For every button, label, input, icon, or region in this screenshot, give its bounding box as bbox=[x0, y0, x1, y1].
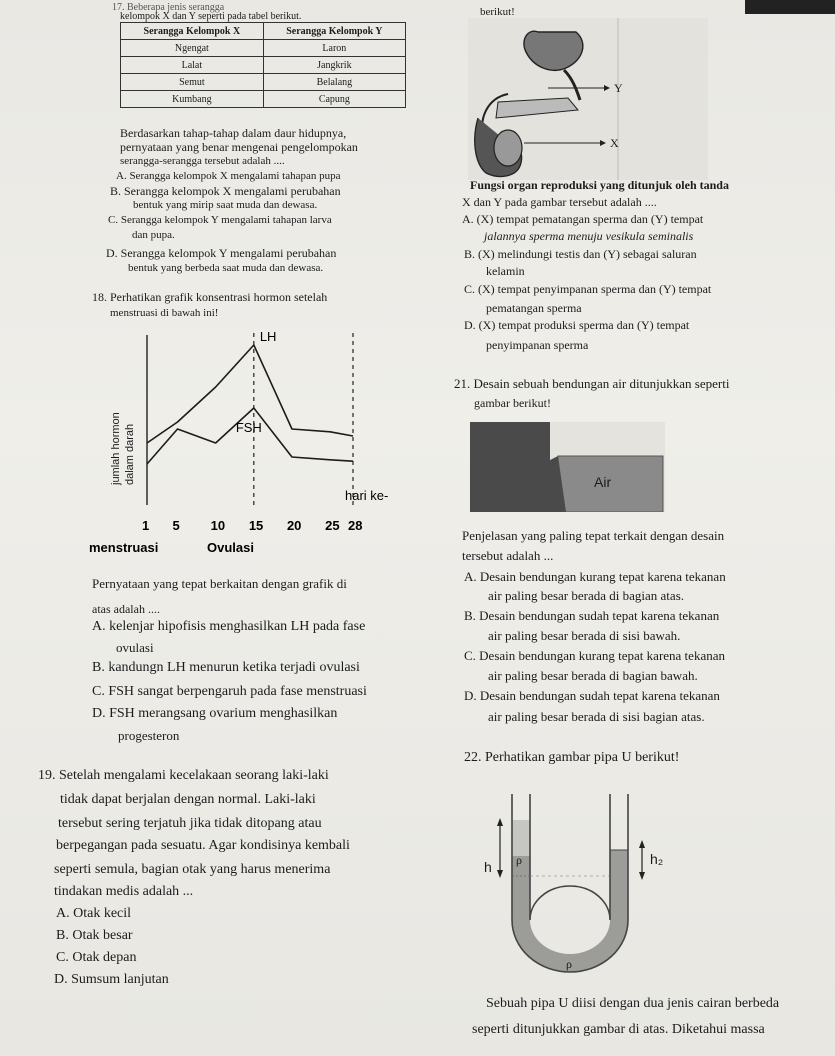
q17-option-c-line1[interactable]: C. Serangga kelompok Y mengalami tahapan larva bbox=[108, 214, 332, 226]
q20-option-d-line1[interactable]: D. (X) tempat produksi sperma dan (Y) tempat bbox=[464, 318, 690, 332]
table-row bbox=[121, 40, 406, 57]
q21-option-d-line1[interactable]: D. Desain bendungan sudah tepat karena tekanan bbox=[464, 688, 720, 703]
q20-option-b-line1[interactable]: B. (X) melindungi testis dan (Y) sebagai saluran bbox=[464, 247, 697, 261]
q20-option-a-line1[interactable]: A. (X) tempat pematangan sperma dan (Y) tempat bbox=[462, 212, 704, 226]
series-line-fsh bbox=[147, 408, 353, 464]
q18-option-b[interactable]: B. kandungn LH menurun ketika terjadi ovulasi bbox=[92, 660, 360, 675]
table-cell: Lalat bbox=[121, 57, 264, 74]
table-row bbox=[121, 57, 406, 74]
water-label: Air bbox=[594, 474, 612, 490]
y-axis-label-line1: jumlah hormon bbox=[110, 412, 122, 485]
x-tick-label: 28 bbox=[348, 518, 363, 533]
dam-diagram bbox=[470, 422, 665, 512]
q20-option-a-line2: jalannya sperma menuju vesikula seminalis bbox=[484, 229, 694, 243]
q19-option-b[interactable]: B. Otak besar bbox=[56, 928, 133, 943]
q21-option-c-line2: air paling besar berada di bagian bawah. bbox=[488, 668, 698, 683]
q18-option-d-line2: progesteron bbox=[118, 728, 180, 743]
q20-option-c-line1[interactable]: C. (X) tempat penyimpanan sperma dan (Y) tempat bbox=[464, 282, 712, 296]
x-tick-label: 5 bbox=[172, 518, 180, 533]
table-cell: Kumbang bbox=[121, 91, 264, 108]
q21-option-b-line1[interactable]: B. Desain bendungan sudah tepat karena tekanan bbox=[464, 608, 720, 623]
table-cell: Ngengat bbox=[121, 40, 264, 57]
q19-stem-2: tidak dapat berjalan dengan normal. Laki-laki bbox=[60, 792, 316, 807]
q19-stem-5: seperti semula, bagian otak yang harus menerima bbox=[54, 862, 331, 877]
q18-stem-3: Pernyataan yang tepat berkaitan dengan grafik di bbox=[92, 576, 347, 591]
q21-stem-2: gambar berikut! bbox=[474, 396, 551, 410]
q18-stem-2: menstruasi di bawah ini! bbox=[110, 307, 219, 319]
q18-option-a-line2: ovulasi bbox=[116, 640, 154, 655]
q22-stem-3: seperti ditunjukkan gambar di atas. Diketahui massa bbox=[472, 1022, 765, 1037]
q21-stem-1: 21. Desain sebuah bendungan air ditunjukkan seperti bbox=[454, 376, 730, 391]
label-y: Y bbox=[614, 81, 623, 95]
q20-lead: berikut! bbox=[480, 6, 515, 18]
q19-stem-4: berpegangan pada sesuatu. Agar kondisinya kembali bbox=[56, 838, 350, 853]
label-h2: h₂ bbox=[650, 851, 664, 867]
label-h: h bbox=[484, 859, 492, 875]
x-tick-label: 10 bbox=[210, 518, 226, 533]
q20-stem-1: Fungsi organ reproduksi yang ditunjuk oleh tanda bbox=[470, 178, 729, 192]
q18-option-c[interactable]: C. FSH sangat berpengaruh pada fase menstruasi bbox=[92, 684, 367, 699]
hormone-chart bbox=[85, 325, 415, 555]
table-row bbox=[121, 74, 406, 91]
q20-stem-2: X dan Y pada gambar tersebut adalah .... bbox=[462, 195, 657, 209]
q18-stem-1: 18. Perhatikan grafik konsentrasi hormon setelah bbox=[92, 290, 328, 304]
annotation-menstruasi: menstruasi bbox=[89, 540, 159, 555]
series-lines bbox=[147, 345, 353, 464]
q22-stem-2: Sebuah pipa U diisi dengan dua jenis cairan berbeda bbox=[486, 996, 780, 1011]
table-cell: Jangkrik bbox=[263, 57, 405, 74]
q21-option-a-line1[interactable]: A. Desain bendungan kurang tepat karena tekanan bbox=[464, 569, 726, 584]
q17-option-c-line2: dan pupa. bbox=[132, 229, 175, 241]
q17-option-b-line1[interactable]: B. Serangga kelompok X mengalami perubahan bbox=[110, 184, 341, 198]
label-rho-upper: ρ bbox=[516, 853, 522, 867]
annotation-ovulasi: Ovulasi bbox=[207, 540, 254, 555]
q19-stem-1: 19. Setelah mengalami kecelakaan seorang laki-laki bbox=[38, 768, 329, 783]
q17-stem-1: Berdasarkan tahap-tahap dalam daur hidupnya, bbox=[120, 126, 347, 140]
q19-option-a[interactable]: A. Otak kecil bbox=[56, 906, 132, 921]
table-cell: Belalang bbox=[263, 74, 405, 91]
q22-stem-1: 22. Perhatikan gambar pipa U berikut! bbox=[464, 750, 680, 765]
upper-liquid-left bbox=[512, 820, 530, 856]
phase-markers bbox=[254, 333, 353, 505]
x-tick-label: 25 bbox=[325, 518, 340, 533]
table-row bbox=[121, 91, 406, 108]
q17-option-d-line1[interactable]: D. Serangga kelompok Y mengalami perubahan bbox=[106, 246, 337, 260]
y-axis-label-line2: dalam darah bbox=[124, 423, 136, 485]
q21-option-a-line2: air paling besar berada di bagian atas. bbox=[488, 588, 684, 603]
testis-x bbox=[494, 130, 522, 166]
q20-option-d-line2: penyimpanan sperma bbox=[486, 338, 589, 352]
table-cell: Semut bbox=[121, 74, 264, 91]
q19-option-d[interactable]: D. Sumsum lanjutan bbox=[54, 972, 169, 987]
table-header-x: Serangga Kelompok X bbox=[121, 23, 264, 40]
q17-intro-2: kelompok X dan Y seperti pada tabel berikut. bbox=[120, 11, 302, 22]
q19-option-c[interactable]: C. Otak depan bbox=[56, 950, 137, 965]
table-cell: Laron bbox=[263, 40, 405, 57]
x-tick-label: 1 bbox=[142, 518, 150, 533]
q19-stem-6: tindakan medis adalah ... bbox=[54, 884, 194, 899]
u-tube-diagram bbox=[470, 790, 690, 980]
series-label-fsh: FSH bbox=[235, 420, 262, 435]
q21-option-b-line2: air paling besar berada di sisi bawah. bbox=[488, 628, 681, 643]
q21-option-c-line1[interactable]: C. Desain bendungan kurang tepat karena tekanan bbox=[464, 648, 725, 663]
reproductive-organ-diagram bbox=[468, 18, 708, 180]
label-rho-bottom: ρ bbox=[566, 957, 572, 971]
q17-intro-1: 17. Beberapa jenis serangga bbox=[112, 2, 225, 13]
q20-option-b-line2: kelamin bbox=[486, 264, 525, 278]
q19-stem-3: tersebut sering terjatuh jika tidak ditopang atau bbox=[58, 816, 322, 831]
q17-stem-3: serangga-serangga tersebut adalah .... bbox=[120, 155, 285, 167]
q18-option-a-line1[interactable]: A. kelenjar hipofisis menghasilkan LH pada fase bbox=[92, 619, 366, 634]
photo-edge-shadow bbox=[745, 0, 835, 14]
q20-option-c-line2: pematangan sperma bbox=[486, 301, 582, 315]
q18-option-d-line1[interactable]: D. FSH merangsang ovarium menghasilkan bbox=[92, 706, 338, 721]
x-tick-label: 15 bbox=[248, 518, 264, 533]
label-x: X bbox=[610, 136, 619, 150]
q17-option-d-line2: bentuk yang berbeda saat muda dan dewasa. bbox=[128, 262, 324, 274]
q21-option-d-line2: air paling besar berada di sisi bagian atas. bbox=[488, 709, 705, 724]
q17-stem-2: pernyataan yang benar mengenai pengelompokan bbox=[120, 140, 358, 154]
x-axis-label: hari ke- bbox=[345, 488, 389, 503]
x-tick-labels bbox=[142, 518, 362, 533]
q18-stem-4: atas adalah .... bbox=[92, 602, 160, 616]
q17-option-a[interactable]: A. Serangga kelompok X mengalami tahapan pupa bbox=[116, 170, 341, 182]
q21-stem-3: Penjelasan yang paling tepat terkait dengan desain bbox=[462, 528, 725, 543]
q21-stem-4: tersebut adalah ... bbox=[462, 548, 554, 563]
table-cell: Capung bbox=[263, 91, 405, 108]
x-tick-label: 20 bbox=[286, 518, 302, 533]
insect-group-table bbox=[120, 22, 406, 108]
series-label-lh: LH bbox=[259, 329, 277, 344]
u-tube-inner bbox=[530, 794, 610, 920]
q17-option-b-line2: bentuk yang mirip saat muda dan dewasa. bbox=[133, 199, 318, 211]
table-header-y: Serangga Kelompok Y bbox=[263, 23, 405, 40]
